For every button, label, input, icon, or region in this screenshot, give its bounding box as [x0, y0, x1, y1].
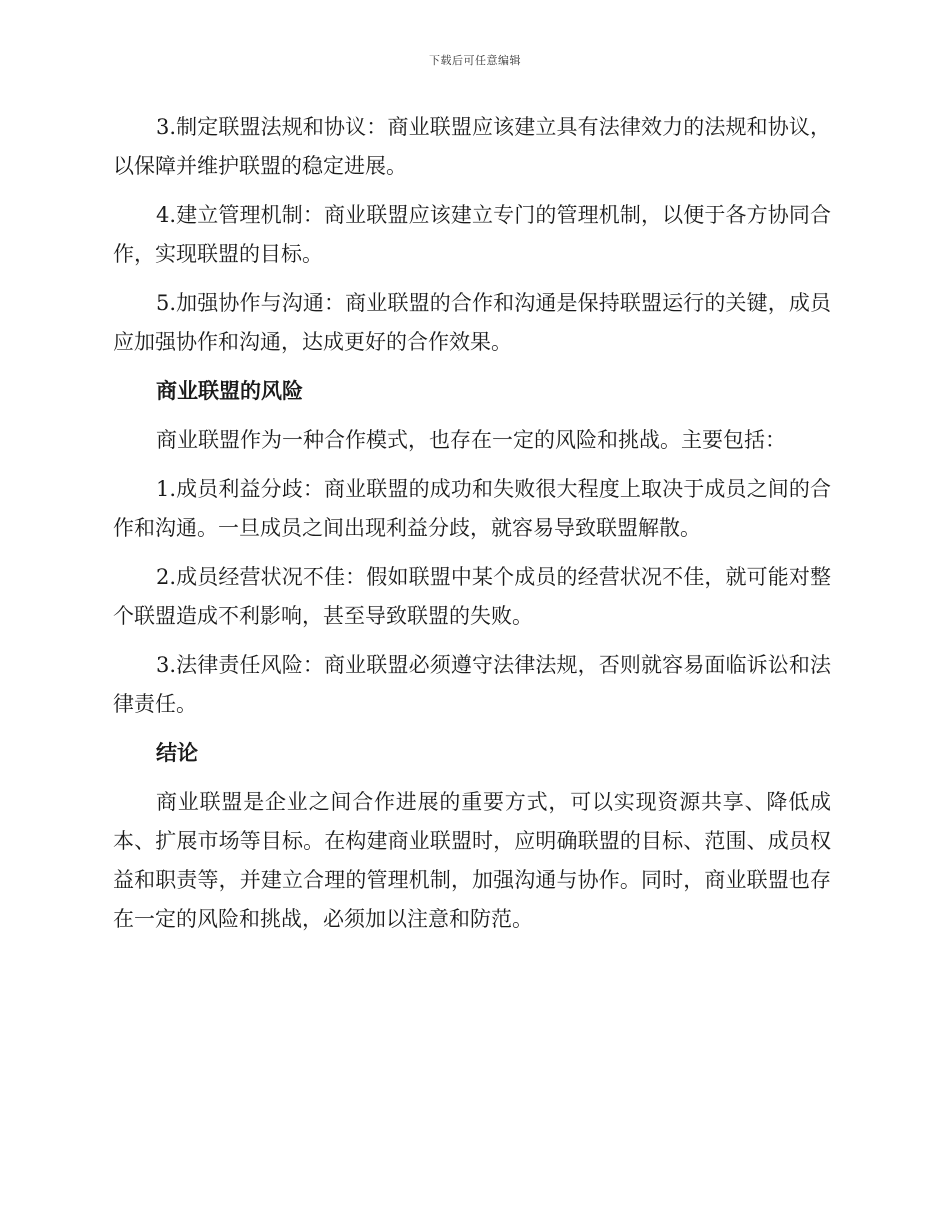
section-heading-conclusion: 结论 — [156, 741, 198, 765]
paragraph-step-5: 5.加强协作与沟通：商业联盟的合作和沟通是保持联盟运行的关键，成员应加强协作和沟通，达成更好的合作效果。 — [113, 291, 831, 354]
document-body — [113, 108, 831, 949]
paragraph-risk-3: 3.法律责任风险：商业联盟必须遵守法律法规，否则就容易面临诉讼和法律责任。 — [113, 653, 831, 716]
paragraph-step-4: 4.建立管理机制：商业联盟应该建立专门的管理机制，以便于各方协同合作，实现联盟的目标。 — [113, 203, 831, 266]
paragraph-risks-intro: 商业联盟作为一种合作模式，也存在一定的风险和挑战。主要包括： — [156, 428, 786, 452]
paragraph-risk-1: 1.成员利益分歧：商业联盟的成功和失败很大程度上取决于成员之间的合作和沟通。一旦成员之间出现利益分歧，就容易导致联盟解散。 — [113, 477, 831, 540]
paragraph-conclusion: 商业联盟是企业之间合作进展的重要方式，可以实现资源共享、降低成本、扩展市场等目标。在构建商业联盟时，应明确联盟的目标、范围、成员权益和职责等，并建立合理的管理机制，加强沟通与协作。同时，商业联盟也存在一定的风险和挑战，必须加以注意和防范。 — [113, 790, 831, 931]
paragraph-step-3: 3.制定联盟法规和协议：商业联盟应该建立具有法律效力的法规和协议，以保障并维护联盟的稳定进展。 — [113, 115, 831, 178]
page-header: 下载后可任意编辑 — [429, 54, 521, 67]
paragraph-risk-2: 2.成员经营状况不佳：假如联盟中某个成员的经营状况不佳，就可能对整个联盟造成不利影响，甚至导致联盟的失败。 — [113, 565, 831, 628]
section-heading-risks: 商业联盟的风险 — [156, 379, 303, 403]
